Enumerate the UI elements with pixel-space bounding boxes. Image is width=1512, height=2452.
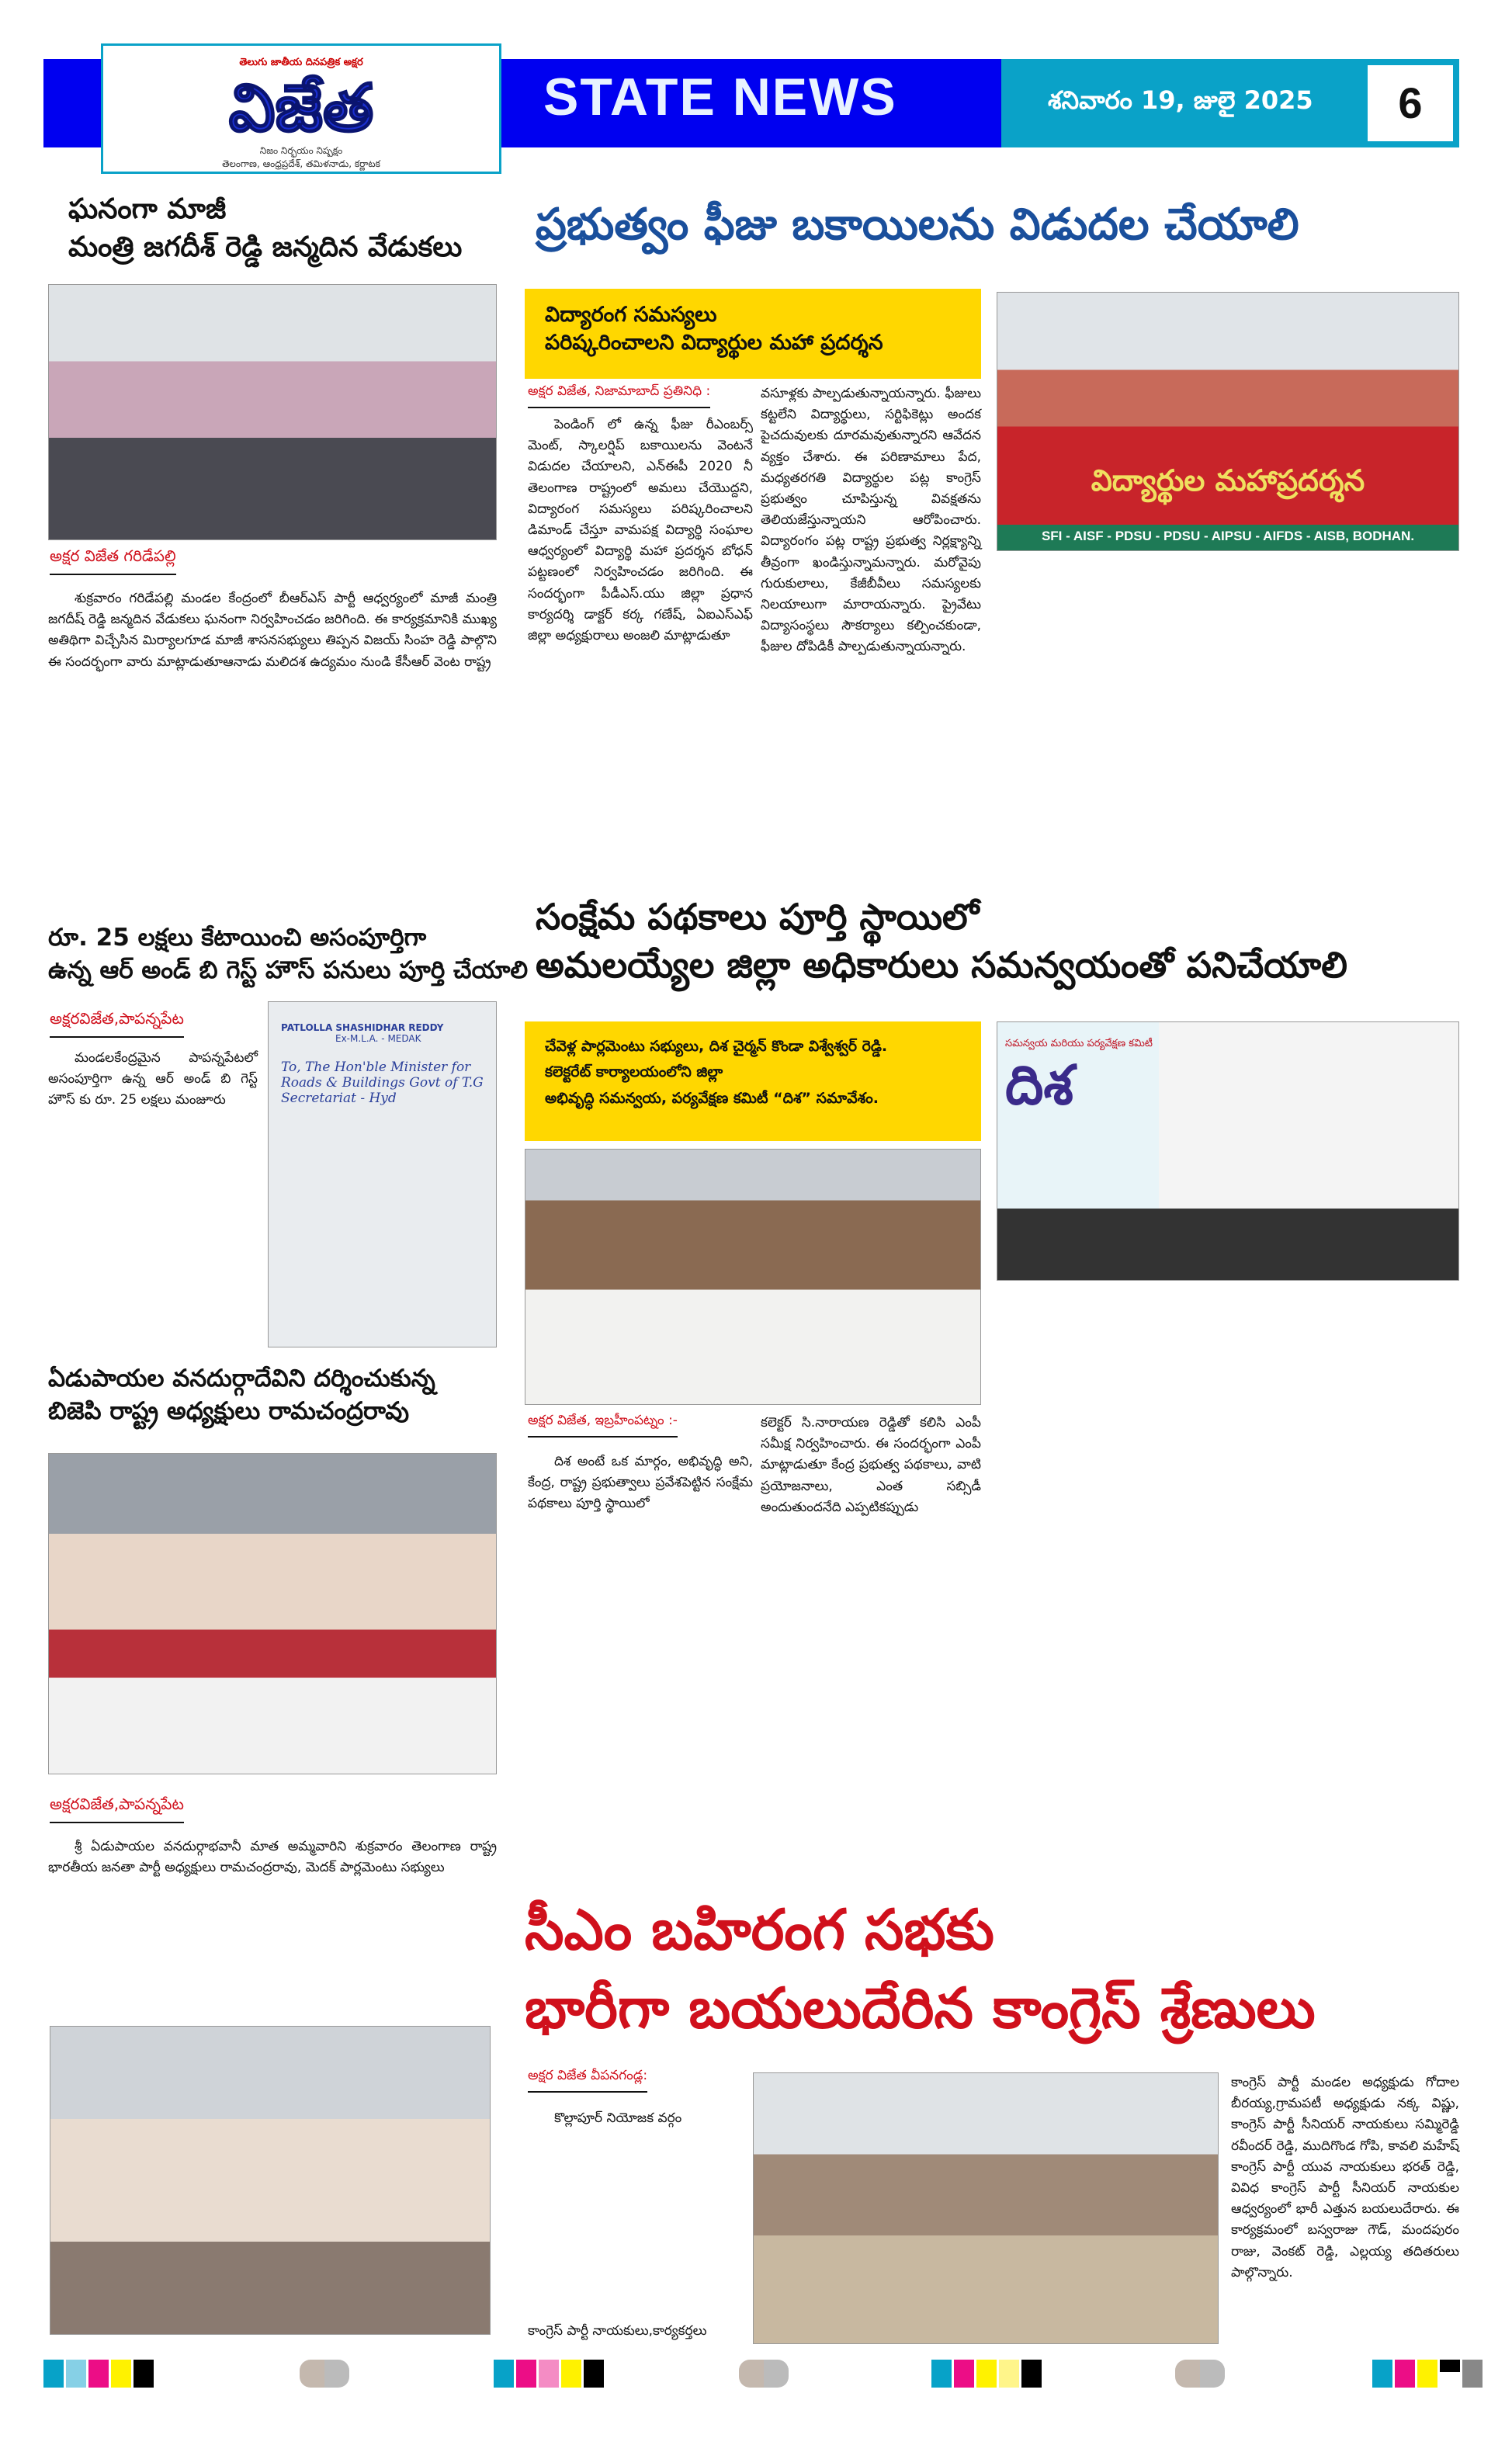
registration-mark (739, 2360, 789, 2388)
letter-subheader: Ex-M.L.A. - MEDAK (335, 1033, 421, 1044)
registration-mark (300, 2360, 349, 2388)
paragraph: కాంగ్రెస్ పార్టీ మండల అధ్యక్షుడు గోదాల బీరయ్య,గ్రామపటీ అధ్యక్షుడు నక్క విష్ణు, కాంగ్రెస్ పార్టీ సీనియర్ నాయకులు సమ్మిరెడ్డి రవీందర్ రెడ్డి, ముదిగొండ గోపి, కావలి మహేష్ కాంగ్రెస్ పార్టీ యువ నాయకులు భరత్ రెడ్డి, వివిధ కాంగ్రెస్ పార్టీ సీనియర్ నాయకుల ఆధ్వర్యంలో భారీ ఎత్తున బయలుదేరారు. ఈ కార్యక్రమంలో బస్వరాజు గౌడ్, మందపురం రాజు, వెంకట్ రెడ్డి, ఎల్లయ్య తదితరులు పాల్గొన్నారు. (1231, 2075, 1459, 2280)
letter-text: To, The Hon'ble Minister for Roads & Buildings Govt of T.G Secretariat - Hyd (281, 1060, 484, 1106)
headline-line: ఉన్న ఆర్ అండ్ బి గెస్ట్ హౌస్ పనులు పూర్తి చేయాలి (48, 955, 529, 984)
subheadline-line: విద్యారంగ సమస్యలు (545, 303, 717, 327)
paragraph: కలెక్టర్ సి.నారాయణ రెడ్డితో కలిసి ఎంపీ సమీక్ష నిర్వహించారు. ఈ సందర్భంగా ఎంపీ మాట్లాడుతూ కేంద్ర ప్రభుత్వ పథకాలు, వాటి ప్రయోజనాలు, ఎంత సబ్సిడీ అందుతుందనేది ఎప్పటికప్పుడు (761, 1415, 981, 1515)
paragraph: దిశ అంటే ఒక మార్గం, అభివృద్ధి అని, కేంద్ర, రాష్ట్ర ప్రభుత్వాలు ప్రవేశపెట్టిన సంక్షేమ పథకాలు పూర్తి స్థాయిలో (528, 1454, 753, 1512)
article-body (48, 588, 497, 673)
photo-bjp-leaders (50, 2026, 491, 2335)
headline-line: భారీగా బయలుదేరిన కాంగ్రెస్ శ్రేణులు (525, 1975, 1316, 2041)
article-body-col1 (528, 2108, 745, 2129)
main-headline: ప్రభుత్వం ఫీజు బకాయిలను విడుదల చేయాలి (536, 199, 1299, 250)
subheadline-line: చేవెళ్ల పార్లమెంటు సభ్యులు, దిశ చైర్మన్ కొండా విశ్వేశ్వర్ రెడ్డి. (545, 1038, 888, 1055)
article-body-col2 (761, 383, 981, 657)
dateline: అక్షర విజేత వీపనగండ్ల: (528, 2068, 647, 2093)
photo-temple-visit (48, 1453, 497, 1774)
article-body-col3 (1231, 2072, 1459, 2284)
subheadline-box (525, 1021, 981, 1141)
article-body-col1 (528, 414, 753, 647)
headline-line: ఏడుపాయల వనదుర్గాదేవిని దర్శించుకున్న (48, 1365, 435, 1392)
print-color-bar (931, 2360, 1044, 2391)
photo-student-protest (997, 292, 1459, 551)
paragraph: మండలకేంద్రమైన పాపన్నపేటలో అసంపూర్తిగా ఉన్న ఆర్ అండ్ బి గెస్ట్ హౌస్ కు రూ. 25 లక్షలు మంజూరు (48, 1050, 258, 1108)
dateline: అక్షర విజేత, ఇబ్రహీంపట్నం :- (528, 1413, 678, 1438)
registration-mark (1175, 2360, 1225, 2388)
letter-header: PATLOLLA SHASHIDHAR REDDY (281, 1022, 444, 1033)
headline-line: బిజెపి రాష్ట్ర అధ్యక్షులు రామచంద్రరావు (48, 1396, 410, 1425)
logo-tagline: తెలుగు జాతీయ దినపత్రిక అక్షర (239, 57, 363, 68)
article-headline (68, 191, 462, 266)
logo-motto: నిజం నిర్భయం నిష్పక్షం (259, 145, 343, 156)
article-body (48, 1836, 497, 1878)
headline-line: రూ. 25 లక్షలు కేటాయించి అసంపూర్తిగా (48, 924, 427, 952)
article-body-col2 (761, 1413, 981, 1518)
dateline: అక్షరవిజేత,పాపన్నపేట (50, 1795, 184, 1823)
photo-meeting-hall (525, 1149, 981, 1405)
headline-line: సంక్షేమ పథకాలు పూర్తి స్థాయిలో (536, 896, 980, 938)
photo-birthday-celebration (48, 284, 497, 540)
paragraph: కొల్లాపూర్ నియోజక వర్గం (554, 2110, 682, 2126)
page-number: 6 (1368, 65, 1453, 141)
article-headline (536, 893, 1347, 989)
subheadline-line: అభివృద్ధి సమన్వయ, పర్యవేక్షణ కమిటీ “దిశ” సమావేశం. (545, 1089, 879, 1107)
subheadline-box (525, 289, 981, 379)
banner-text: విద్యార్థుల మహాప్రదర్శన (1091, 463, 1365, 498)
banner-organizations: SFI - AISF - PDSU - PDSU - AIPSU - AIFDS - AISB, BODHAN. (1041, 529, 1415, 543)
headline-line: ఘనంగా మాజీ (68, 193, 227, 225)
logo-title: విజేత (228, 70, 374, 146)
dateline: అక్షర విజేత, నిజామాబాద్ ప్రతినిధి : (528, 383, 710, 408)
dateline: అక్షరవిజేత,పాపన్నపేట (50, 1009, 184, 1038)
article-body-col1 (528, 1451, 753, 1515)
paragraph: శ్రీ ఏడుపాయల వనదుర్గాభవానీ మాత అమ్మవారిని శుక్రవారం తెలంగాణ రాష్ట్ర భారతీయ జనతా పార్టీ అధ్యక్షులు రామచంద్రరావు, మెదక్ పార్లమెంటు సభ్యులు (48, 1839, 497, 1876)
paragraph: కాంగ్రెస్ పార్టీ నాయకులు,కార్యకర్తలు (528, 2323, 707, 2339)
article-headline (525, 1891, 1316, 2048)
disha-subtitle: సమన్వయ మరియు పర్యవేక్షణ కమిటీ (1005, 1038, 1153, 1049)
section-title: STATE NEWS (543, 68, 897, 127)
photo-letter (268, 1001, 497, 1347)
paragraph: శుక్రవారం గరిడేపల్లి మండల కేంద్రంలో బీఆర్ఎస్ పార్టీ ఆధ్వర్యంలో మాజీ మంత్రి జగదీష్ రెడ్డి జన్మదిన వేడుకలు ఘనంగా నిర్వహించడం జరిగింది. ఈ కార్యక్రమానికి ముఖ్య అతిథిగా విచ్చేసిన మిర్యాలగూడ మాజీ శాసనసభ్యులు తిప్పన విజయ్ సింహ రెడ్డి పాల్గొని ఈ సందర్భంగా వారు మాట్లాడుతూఆనాడు మలిదశ ఉద్యమం నుండి కేసీఆర్ వెంట రాష్ట్ర (48, 591, 497, 670)
article-headline (48, 1363, 435, 1428)
issue-date: శనివారం 19, జులై 2025 (1048, 85, 1313, 115)
logo-states: తెలంగాణ, ఆంధ్రప్రదేశ్, తమిళనాడు, కర్ణాటక (222, 158, 380, 169)
photo-congress-rally (753, 2072, 1219, 2344)
subheadline-line: కలెక్టరేట్ కార్యాలయంలోని జిల్లా (545, 1063, 723, 1081)
article-body (48, 1048, 258, 1112)
disha-banner: దిశ (1005, 1053, 1073, 1117)
print-color-bar (1372, 2360, 1485, 2391)
dateline: అక్షర విజేత గరిడేపల్లి (50, 546, 176, 575)
print-color-bar (494, 2360, 606, 2391)
print-color-bar (43, 2360, 156, 2391)
headline-line: అమలయ్యేల జిల్లా అధికారులు సమన్వయంతో పనిచేయాలి (536, 944, 1347, 987)
paragraph: వసూళ్లకు పాల్పడుతున్నాయన్నారు. ఫీజులు కట్టలేని విద్యార్థులు, సర్టిఫికెట్లు అందక పైచదువులకు దూరమవుతున్నారని ఆవేదన వ్యక్తం చేశారు. ఈ పరిణామాలు పేద, మధ్యతరగతి విద్యార్థుల పట్ల కాంగ్రెస్ ప్రభుత్వం చూపిస్తున్న వివక్షతను తెలియజేస్తున్నాయని ఆరోపించారు. విద్యారంగం పట్ల రాష్ట్ర ప్రభుత్వ నిర్లక్ష్యాన్ని తీవ్రంగా ఖండిస్తున్నామన్నారు. మరోవైపు గురుకులాలు, కేజీబీవీలు సమస్యలకు నిలయాలుగా మారాయన్నారు. ప్రైవేటు విద్యాసంస్థలు సౌకర్యాలు కల్పించకుండా, ఫీజుల దోపిడికీ పాల్పడుతున్నాయన్నారు. (761, 386, 981, 655)
newspaper-logo (101, 43, 501, 174)
headline-line: మంత్రి జగదీశ్ రెడ్డి జన్మదిన వేడుకలు (68, 231, 463, 263)
subheadline-line: పరిష్కరించాలని విద్యార్థుల మహా ప్రదర్శన (545, 331, 883, 355)
article-body-col1-end (528, 2321, 745, 2342)
paragraph: పెండింగ్ లో ఉన్న ఫీజు రీఎంబర్స్ మెంట్, స్కాలర్షిప్ బకాయిలను వెంటనే విడుదల చేయాలని, ఎన్ఈపీ 2020 నీ తెలంగాణ రాష్ట్రంలో అమలు చేయొద్దని, విద్యారంగ సమస్యలు పరిష్కరించాలని డిమాండ్ చేస్తూ వామపక్ష విద్యార్థి సంఘాల ఆధ్వర్యంలో విద్యార్థి మహా ప్రదర్శన బోధన్ పట్టణంలో నిర్వహించడం జరిగింది. ఈ సందర్భంగా పీడీఎస్.యు జిల్లా ప్రధాన కార్యదర్శి డాక్టర్ కర్క గణేష్, ఏఐఎస్ఎఫ్ జిల్లా అధ్యక్షురాలు అంజలి మాట్లాడుతూ (528, 417, 753, 643)
photo-disha-meeting (997, 1021, 1459, 1281)
article-headline (48, 922, 528, 987)
headline-line: సీఎం బహిరంగ సభకు (525, 1897, 994, 1962)
